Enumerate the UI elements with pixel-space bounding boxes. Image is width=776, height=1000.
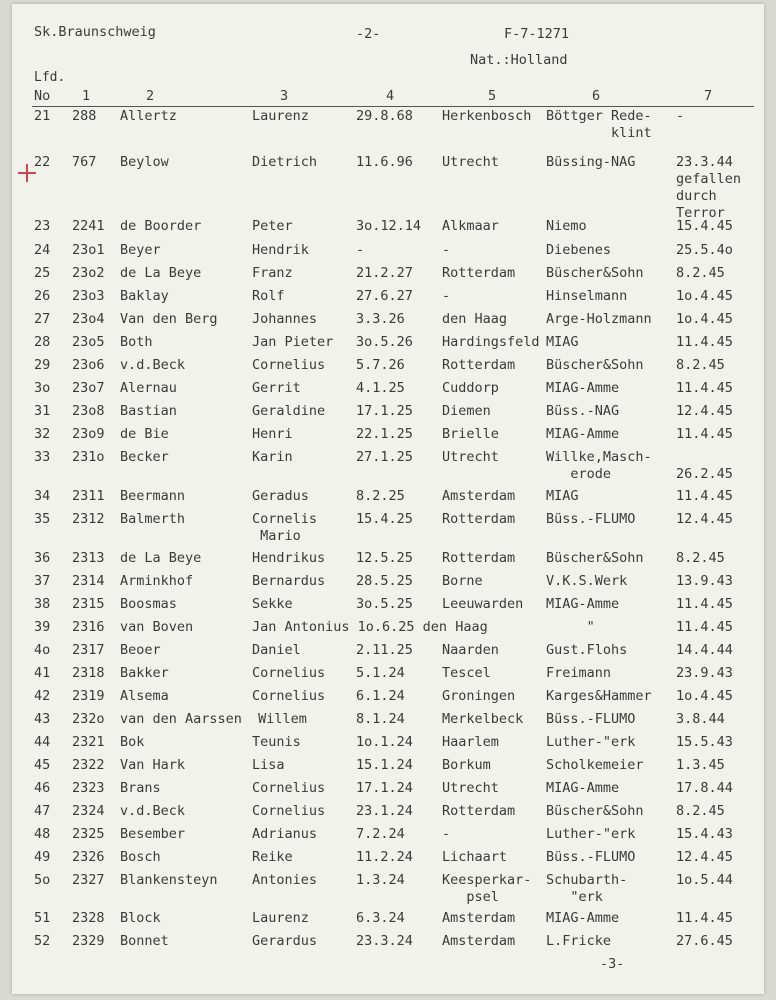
row-employer: Büss.-NAG	[546, 403, 620, 419]
row-birthdate: 8.2.25	[356, 488, 405, 504]
row-employer: MIAG	[546, 334, 579, 350]
row-lfd: 21	[34, 108, 51, 124]
row-surname: Balmerth	[120, 511, 186, 527]
row-employer: MIAG-Amme	[546, 910, 620, 926]
header-left: Sk.Braunschweig	[34, 24, 156, 40]
row-birthdate: 11.2.24	[356, 849, 413, 865]
row-lfd: 39	[34, 619, 51, 635]
row-birthdate: 2.11.25	[356, 642, 413, 658]
row-number: 2327	[72, 872, 105, 888]
row-birthplace: -	[442, 242, 451, 258]
row-firstname: Dietrich	[252, 154, 318, 170]
row-lfd: 43	[34, 711, 51, 727]
row-employer: Schubarth- "erk	[546, 872, 628, 905]
row-surname: Beyer	[120, 242, 161, 258]
row-number: 2324	[72, 803, 105, 819]
row-lfd: 26	[34, 288, 51, 304]
column-number: 7	[704, 88, 713, 104]
row-employer: Diebenes	[546, 242, 612, 258]
row-birthdate: 29.8.68	[356, 108, 413, 124]
row-employer: Arge-Holzmann	[546, 311, 652, 327]
row-birthdate: 6.3.24	[356, 910, 405, 926]
row-firstname: Peter	[252, 218, 293, 234]
row-birthdate: 17.1.25	[356, 403, 413, 419]
row-number: 23o3	[72, 288, 105, 304]
row-birthdate: 12.5.25	[356, 550, 413, 566]
row-end-date: 8.2.45	[676, 357, 725, 373]
row-firstname: Daniel	[252, 642, 301, 658]
row-birthdate: 8.1.24	[356, 711, 405, 727]
row-end-date: 11.4.45	[676, 910, 733, 926]
row-number: 232o	[72, 711, 105, 727]
row-employer: Büssing-NAG	[546, 154, 636, 170]
row-firstname: Gerardus	[252, 933, 318, 949]
row-surname: Both	[120, 334, 153, 350]
row-employer: MIAG-Amme	[546, 780, 620, 796]
row-firstname: Cornelius	[252, 688, 326, 704]
row-birthdate: 4.1.25	[356, 380, 405, 396]
row-lfd: 51	[34, 910, 51, 926]
row-end-date: 1o.4.45	[676, 688, 733, 704]
row-lfd: 4o	[34, 642, 51, 658]
row-lfd: 25	[34, 265, 51, 281]
row-birthdate: 5.1.24	[356, 665, 405, 681]
row-employer: Büss.-FLUMO	[546, 849, 636, 865]
row-birthdate: 28.5.25	[356, 573, 413, 589]
row-number: 2311	[72, 488, 105, 504]
row-employer: Büscher&Sohn	[546, 265, 644, 281]
row-number: 23o6	[72, 357, 105, 373]
row-firstname: Hendrikus	[252, 550, 326, 566]
row-end-date: 23.9.43	[676, 665, 733, 681]
row-surname: Boosmas	[120, 596, 177, 612]
row-end-date: 11.4.45	[676, 596, 733, 612]
row-employer: Böttger Rede- klint	[546, 108, 652, 141]
row-surname: van den Aarssen Willem	[120, 711, 307, 727]
row-firstname: Laurenz	[252, 910, 309, 926]
row-end-date: 13.9.43	[676, 573, 733, 589]
row-birthdate: 22.1.25	[356, 426, 413, 442]
row-birthplace: Lichaart	[442, 849, 508, 865]
header-page-number: -2-	[356, 26, 381, 42]
column-number: 3	[280, 88, 289, 104]
row-number: 2313	[72, 550, 105, 566]
row-end-date: 1o.4.45	[676, 288, 733, 304]
row-number: 23o5	[72, 334, 105, 350]
row-end-date: 11.4.45	[676, 619, 733, 635]
row-employer: MIAG-Amme	[546, 596, 620, 612]
row-end-date: 12.4.45	[676, 849, 733, 865]
row-surname: Besember	[120, 826, 186, 842]
row-end-date: 8.2.45	[676, 265, 725, 281]
row-birthplace: Rotterdam	[442, 511, 516, 527]
row-lfd: 35	[34, 511, 51, 527]
row-firstname: Geradus	[252, 488, 309, 504]
row-lfd: 46	[34, 780, 51, 796]
row-lfd: 23	[34, 218, 51, 234]
row-firstname: Antonies	[252, 872, 318, 888]
row-surname: Beylow	[120, 154, 169, 170]
row-number: 23o8	[72, 403, 105, 419]
row-number: 2319	[72, 688, 105, 704]
row-lfd: 33	[34, 449, 51, 465]
row-end-date: 26.2.45	[676, 466, 733, 482]
row-surname: Block	[120, 910, 161, 926]
row-lfd: 31	[34, 403, 51, 419]
row-firstname: Geraldine	[252, 403, 326, 419]
row-number: 2329	[72, 933, 105, 949]
row-birthdate: 23.3.24	[356, 933, 413, 949]
row-end-date: 11.4.45	[676, 488, 733, 504]
row-birthplace: Alkmaar	[442, 218, 499, 234]
row-surname: Blankensteyn	[120, 872, 218, 888]
row-birthdate: 5.7.26	[356, 357, 405, 373]
row-surname: Brans	[120, 780, 161, 796]
row-surname: Bok	[120, 734, 145, 750]
row-birthplace: Groningen	[442, 688, 516, 704]
row-surname: de Bie	[120, 426, 169, 442]
column-number: 1	[82, 88, 91, 104]
row-birthplace: Brielle	[442, 426, 499, 442]
row-number: 2325	[72, 826, 105, 842]
row-number: 23o7	[72, 380, 105, 396]
row-lfd: 3o	[34, 380, 51, 396]
row-birthdate: 27.6.27	[356, 288, 413, 304]
row-surname: Van den Berg	[120, 311, 218, 327]
row-firstname: Bernardus	[252, 573, 326, 589]
row-number: 2321	[72, 734, 105, 750]
row-end-date: 1.3.45	[676, 757, 725, 773]
row-lfd: 28	[34, 334, 51, 350]
row-firstname: Lisa	[252, 757, 285, 773]
row-surname: de La Beye	[120, 265, 202, 281]
row-lfd: 27	[34, 311, 51, 327]
row-firstname: Teunis	[252, 734, 301, 750]
row-birthplace: Rotterdam	[442, 550, 516, 566]
row-end-date: 23.3.44 gefallen durch Terror	[676, 154, 742, 221]
row-birthdate: 3o.5.26	[356, 334, 413, 350]
row-birthdate: 21.2.27	[356, 265, 413, 281]
row-birthplace: Utrecht	[442, 449, 499, 465]
row-birthplace: Borkum	[442, 757, 491, 773]
row-lfd: 49	[34, 849, 51, 865]
row-birthdate: 11.6.96	[356, 154, 413, 170]
row-number: 23o4	[72, 311, 105, 327]
row-employer: Luther-"erk	[546, 734, 636, 750]
row-employer: MIAG	[546, 488, 579, 504]
row-firstname: Cornelis Mario	[252, 511, 318, 544]
row-firstname: Laurenz	[252, 108, 309, 124]
row-end-date: 15.5.43	[676, 734, 733, 750]
row-birthplace: Utrecht	[442, 780, 499, 796]
row-number: 2241	[72, 218, 105, 234]
row-end-date: 11.4.45	[676, 426, 733, 442]
row-firstname: Reike	[252, 849, 293, 865]
row-lfd: 48	[34, 826, 51, 842]
row-surname: Alernau	[120, 380, 177, 396]
header-nationality: Nat.:Holland	[470, 52, 568, 68]
row-lfd: 38	[34, 596, 51, 612]
row-end-date: 8.2.45	[676, 550, 725, 566]
row-surname: Beermann	[120, 488, 186, 504]
row-birthplace: Rotterdam	[442, 803, 516, 819]
row-birthplace: Leeuwarden	[442, 596, 524, 612]
row-birthdate: 1.3.24	[356, 872, 405, 888]
column-number: 4	[386, 88, 395, 104]
row-surname: van Boven	[120, 619, 194, 635]
row-birthplace: Amsterdam	[442, 488, 516, 504]
row-birthplace: Merkelbeck	[442, 711, 524, 727]
row-employer: V.K.S.Werk	[546, 573, 628, 589]
row-lfd: 47	[34, 803, 51, 819]
row-end-date: 27.6.45	[676, 933, 733, 949]
row-lfd: 52	[34, 933, 51, 949]
row-birthplace: -	[442, 288, 451, 304]
row-firstname: Henri	[252, 426, 293, 442]
row-employer: Willke,Masch- erode	[546, 449, 652, 482]
row-firstname: Hendrik	[252, 242, 309, 258]
row-number: 231o	[72, 449, 105, 465]
row-birthplace: Rotterdam	[442, 265, 516, 281]
row-number: 767	[72, 154, 97, 170]
row-employer: L.Fricke	[546, 933, 612, 949]
row-employer: Luther-"erk	[546, 826, 636, 842]
row-employer: Freimann	[546, 665, 612, 681]
row-lfd: 34	[34, 488, 51, 504]
row-employer: Gust.Flohs	[546, 642, 628, 658]
row-employer: Büss.-FLUMO	[546, 511, 636, 527]
row-end-date: -	[676, 108, 685, 124]
row-birthplace: Naarden	[442, 642, 499, 658]
row-birthplace: Amsterdam	[442, 910, 516, 926]
row-firstname: Gerrit	[252, 380, 301, 396]
row-surname: Bonnet	[120, 933, 169, 949]
column-number-row	[32, 88, 754, 107]
row-surname: de La Beye	[120, 550, 202, 566]
row-lfd: 36	[34, 550, 51, 566]
row-firstname: Franz	[252, 265, 293, 281]
row-employer: Scholkemeier	[546, 757, 644, 773]
row-number: 23o2	[72, 265, 105, 281]
header-reference: F-7-1271	[504, 26, 570, 42]
row-end-date: 3.8.44	[676, 711, 725, 727]
row-end-date: 15.4.45	[676, 218, 733, 234]
row-birthplace: Hardingsfeld	[442, 334, 540, 350]
row-birthdate: 6.1.24	[356, 688, 405, 704]
row-end-date: 17.8.44	[676, 780, 733, 796]
row-surname: v.d.Beck	[120, 357, 186, 373]
no-label: No	[34, 88, 51, 104]
row-firstname: Cornelius	[252, 803, 326, 819]
row-lfd: 5o	[34, 872, 51, 888]
row-number: 2317	[72, 642, 105, 658]
row-lfd: 37	[34, 573, 51, 589]
row-firstname: Sekke	[252, 596, 293, 612]
row-birthdate: 3o.5.25	[356, 596, 413, 612]
row-firstname: Cornelius	[252, 780, 326, 796]
row-birthdate: 27.1.25	[356, 449, 413, 465]
row-number: 2315	[72, 596, 105, 612]
row-employer: Büscher&Sohn	[546, 357, 644, 373]
row-end-date: 25.5.4o	[676, 242, 733, 258]
row-birthdate: 15.1.24	[356, 757, 413, 773]
row-birthplace: -	[442, 826, 451, 842]
row-birthplace: Utrecht	[442, 154, 499, 170]
row-birthdate: -	[356, 242, 365, 258]
row-surname: Allertz	[120, 108, 177, 124]
row-surname: Arminkhof	[120, 573, 194, 589]
row-number: 2322	[72, 757, 105, 773]
row-employer: Büscher&Sohn	[546, 550, 644, 566]
row-employer: MIAG-Amme	[546, 426, 620, 442]
row-end-date: 15.4.43	[676, 826, 733, 842]
row-birthplace: Herkenbosch	[442, 108, 532, 124]
row-birthplace: Diemen	[442, 403, 491, 419]
row-number: 2314	[72, 573, 105, 589]
row-employer: Niemo	[546, 218, 587, 234]
row-employer: "	[546, 619, 595, 635]
row-end-date: 8.2.45	[676, 803, 725, 819]
row-surname: Van Hark	[120, 757, 186, 773]
row-end-date: 11.4.45	[676, 380, 733, 396]
row-employer: Büss.-FLUMO	[546, 711, 636, 727]
footer-page-number: -3-	[600, 956, 625, 972]
document-page	[12, 4, 764, 994]
row-lfd: 45	[34, 757, 51, 773]
column-number: 6	[592, 88, 601, 104]
row-end-date: 1o.5.44	[676, 872, 733, 888]
row-number: 23o1	[72, 242, 105, 258]
row-birthplace: Keesperkar- psel	[442, 872, 532, 905]
row-birthdate: 15.4.25	[356, 511, 413, 527]
row-birthdate: 17.1.24	[356, 780, 413, 796]
row-surname: Becker	[120, 449, 169, 465]
row-end-date: 12.4.45	[676, 403, 733, 419]
row-surname: Bakker	[120, 665, 169, 681]
row-lfd: 24	[34, 242, 51, 258]
row-firstname: Cornelius	[252, 357, 326, 373]
row-employer: MIAG-Amme	[546, 380, 620, 396]
row-lfd: 22	[34, 154, 51, 170]
row-lfd: 29	[34, 357, 51, 373]
row-end-date: 12.4.45	[676, 511, 733, 527]
row-employer: Büscher&Sohn	[546, 803, 644, 819]
row-surname: de Boorder	[120, 218, 202, 234]
row-lfd: 41	[34, 665, 51, 681]
row-firstname: Johannes	[252, 311, 318, 327]
row-birthplace: den Haag	[442, 311, 508, 327]
row-number: 2328	[72, 910, 105, 926]
lfd-label: Lfd.	[34, 70, 66, 85]
row-lfd: 42	[34, 688, 51, 704]
row-birthplace: Rotterdam	[442, 357, 516, 373]
row-birthdate: 23.1.24	[356, 803, 413, 819]
row-birthplace: Borne	[442, 573, 483, 589]
row-lfd: 44	[34, 734, 51, 750]
row-firstname: Rolf	[252, 288, 285, 304]
row-birthplace: Tescel	[442, 665, 491, 681]
row-surname: Alsema	[120, 688, 169, 704]
row-end-date: 11.4.45	[676, 334, 733, 350]
row-firstname: Jan Pieter	[252, 334, 334, 350]
row-firstname: Jan Antonius 1o.6.25 den Haag	[252, 619, 488, 635]
row-number: 288	[72, 108, 97, 124]
row-firstname: Karin	[252, 449, 293, 465]
row-number: 23o9	[72, 426, 105, 442]
row-number: 2316	[72, 619, 105, 635]
row-birthdate: 3o.12.14	[356, 218, 422, 234]
row-end-date: 14.4.44	[676, 642, 733, 658]
row-birthdate: 1o.1.24	[356, 734, 413, 750]
row-surname: Baklay	[120, 288, 169, 304]
row-end-date: 1o.4.45	[676, 311, 733, 327]
row-employer: Hinselmann	[546, 288, 628, 304]
row-firstname: Cornelius	[252, 665, 326, 681]
row-employer: Karges&Hammer	[546, 688, 652, 704]
row-surname: Beoer	[120, 642, 161, 658]
row-surname: v.d.Beck	[120, 803, 186, 819]
row-birthdate: 3.3.26	[356, 311, 405, 327]
row-firstname: Adrianus	[252, 826, 318, 842]
column-number: 5	[488, 88, 497, 104]
row-birthdate: 7.2.24	[356, 826, 405, 842]
row-birthplace: Haarlem	[442, 734, 499, 750]
row-birthplace: Cuddorp	[442, 380, 499, 396]
row-surname: Bosch	[120, 849, 161, 865]
row-surname: Bastian	[120, 403, 177, 419]
row-number: 2312	[72, 511, 105, 527]
row-number: 2326	[72, 849, 105, 865]
row-birthplace: Amsterdam	[442, 933, 516, 949]
column-number: 2	[146, 88, 155, 104]
row-number: 2318	[72, 665, 105, 681]
row-number: 2323	[72, 780, 105, 796]
row-lfd: 32	[34, 426, 51, 442]
